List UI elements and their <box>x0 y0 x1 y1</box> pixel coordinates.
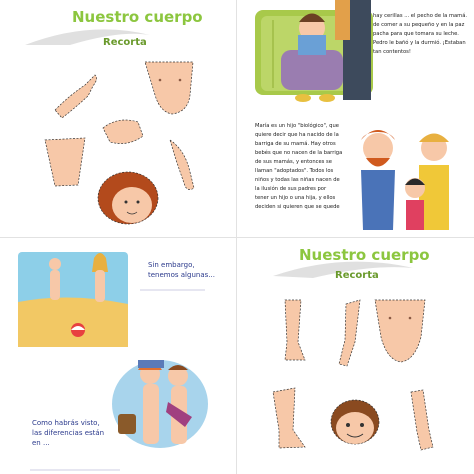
story-line: barriga de su mamá. Hay otros <box>255 141 336 147</box>
text-line: Sin embargo, <box>148 261 195 269</box>
text-line: Como habrás visto, <box>32 419 100 427</box>
question-text-bottom <box>32 418 104 448</box>
story-line: hay cerillas ... el pecho de la mamá. <box>373 13 468 19</box>
bathroom-scene-illustration <box>112 360 208 448</box>
leg-cutout-bottom <box>273 388 305 448</box>
story-line: tener un hijo o una hija, y ellos <box>255 195 336 201</box>
page-subtitle: Recorta <box>103 37 147 48</box>
story-page-top-right <box>243 0 474 232</box>
story-line: deciden si quieren que se quede <box>255 204 340 210</box>
page-title: Nuestro cuerpo <box>299 246 430 264</box>
story-line: la ilusión de sus padres por <box>255 186 327 192</box>
story-line: quiere decir que ha nacido de la <box>255 132 339 138</box>
question-text-top <box>148 260 215 280</box>
family-illustration <box>361 130 449 230</box>
story-line: llaman "adoptados". Todos los <box>255 168 334 174</box>
text-line: en ... <box>32 439 50 447</box>
long-arm-cutout <box>411 390 433 450</box>
story-line: niños y todas las niñas nacen de <box>255 177 340 183</box>
cutout-illustrations <box>0 0 229 232</box>
text-line: las diferencias están <box>32 429 105 437</box>
story-text-middle <box>255 122 342 212</box>
arm-cutout <box>55 75 97 118</box>
page-subtitle: Recorta <box>335 270 379 281</box>
torso-cutout <box>145 62 193 114</box>
arm-cutout <box>339 300 360 366</box>
text-line: tenemos algunas... <box>148 271 215 279</box>
story-line: María es un hijo "biológico", que <box>255 123 339 129</box>
story-line: de sus mamás, y entonces se <box>255 159 332 165</box>
story-text-top <box>373 12 467 57</box>
cutout-page-bottom-right <box>243 242 474 474</box>
leg-cutout <box>285 300 305 360</box>
story-line: pacha para que tomara su leche. <box>373 31 459 37</box>
story-page-bottom-left <box>0 242 229 474</box>
head-cutout <box>331 400 379 444</box>
story-line: Pedro le bañó y la durmió. ¡Estaban <box>373 40 466 46</box>
cutout-page-top-left <box>0 0 229 232</box>
hand-cutout <box>103 120 143 144</box>
horizontal-divider <box>0 237 474 238</box>
torso-cutout <box>375 300 425 362</box>
story-line: de comer a su pequeño y en la paz <box>373 22 465 28</box>
story-line: bebés que no nacen de la barriga <box>255 150 343 156</box>
legs-cutout <box>45 138 85 186</box>
beach-scene-illustration <box>18 252 128 347</box>
head-cutout <box>98 172 158 224</box>
page-title: Nuestro cuerpo <box>72 8 203 26</box>
story-line: tan contentos! <box>373 49 411 55</box>
long-arm-cutout <box>170 140 194 190</box>
